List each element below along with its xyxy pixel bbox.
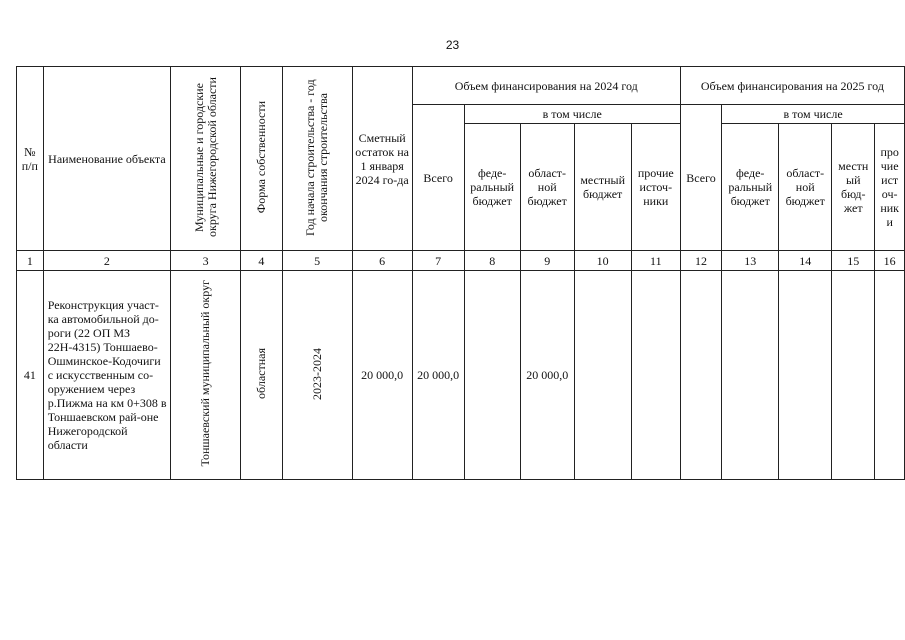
header-name: Наименование объекта xyxy=(43,67,170,251)
header-local-2025: местн ый бюд-жет xyxy=(832,124,875,251)
column-number: 7 xyxy=(412,251,464,271)
row-district xyxy=(171,271,241,480)
row-ownership-text: областная xyxy=(253,348,268,399)
header-federal-2025: феде-ральный бюджет xyxy=(722,124,779,251)
header-num: № п/п xyxy=(17,67,44,251)
row-ownership xyxy=(241,271,283,480)
header-district-text: Муниципальные и городские округа Нижегородской области xyxy=(191,77,219,237)
column-number: 2 xyxy=(43,251,170,271)
column-number: 16 xyxy=(875,251,905,271)
header-incl-2025: в том числе xyxy=(722,105,905,124)
row-federal-2025 xyxy=(722,271,779,480)
column-number: 11 xyxy=(631,251,680,271)
row-other-2024 xyxy=(631,271,680,480)
column-number: 14 xyxy=(779,251,832,271)
column-number: 15 xyxy=(832,251,875,271)
header-incl-2024: в том числе xyxy=(464,105,680,124)
column-number: 12 xyxy=(680,251,721,271)
row-num: 41 xyxy=(17,271,44,480)
row-years xyxy=(282,271,352,480)
table-row xyxy=(17,271,905,480)
header-total-2024: Всего xyxy=(412,105,464,251)
header-years-text: Год начала строительства - год окончания строительства xyxy=(303,78,331,236)
column-number: 1 xyxy=(17,251,44,271)
column-number: 6 xyxy=(352,251,412,271)
header-local-2024: местный бюджет xyxy=(574,124,631,251)
header-fin-2025: Объем финансирования на 2025 год xyxy=(680,67,904,105)
row-name: Реконструкция участ-ка автомобильной до-роги (22 ОП МЗ 22Н-4315) Тоншаево-Ошминское-Кодочиги с искусственным со-оружением через р.Пижма на км 0+308 в Тоншаевском рай-оне Нижегородской области xyxy=(43,271,170,480)
header-federal-2024: феде-ральный бюджет xyxy=(464,124,520,251)
row-regional-2025 xyxy=(779,271,832,480)
column-number: 8 xyxy=(464,251,520,271)
column-number: 13 xyxy=(722,251,779,271)
header-years xyxy=(282,67,352,251)
column-number: 9 xyxy=(520,251,574,271)
row-local-2025 xyxy=(832,271,875,480)
header-other-2025: про чие ист оч-ник и xyxy=(875,124,905,251)
header-fin-2024: Объем финансирования на 2024 год xyxy=(412,67,680,105)
row-regional-2024: 20 000,0 xyxy=(520,271,574,480)
row-years-text: 2023-2024 xyxy=(309,347,324,400)
header-total-2025: Всего xyxy=(680,105,721,251)
row-balance: 20 000,0 xyxy=(352,271,412,480)
row-district-text: Тоншаевский муниципальный округ xyxy=(198,280,213,467)
header-other-2024: прочие источ-ники xyxy=(631,124,680,251)
column-number: 5 xyxy=(282,251,352,271)
funding-table xyxy=(16,66,905,480)
header-ownership xyxy=(241,67,283,251)
column-number-row xyxy=(17,251,905,271)
row-local-2024 xyxy=(574,271,631,480)
column-number: 10 xyxy=(574,251,631,271)
row-total-2024: 20 000,0 xyxy=(412,271,464,480)
row-other-2025 xyxy=(875,271,905,480)
header-regional-2025: област-ной бюджет xyxy=(779,124,832,251)
row-federal-2024 xyxy=(464,271,520,480)
header-district xyxy=(171,67,241,251)
page-number: 23 xyxy=(445,38,460,52)
header-ownership-text: Форма собственности xyxy=(253,100,268,214)
column-number: 4 xyxy=(241,251,283,271)
column-number: 3 xyxy=(171,251,241,271)
row-total-2025 xyxy=(680,271,721,480)
header-balance: Сметный остаток на 1 января 2024 го-да xyxy=(352,67,412,251)
header-regional-2024: област-ной бюджет xyxy=(520,124,574,251)
header-row-1 xyxy=(17,67,905,105)
